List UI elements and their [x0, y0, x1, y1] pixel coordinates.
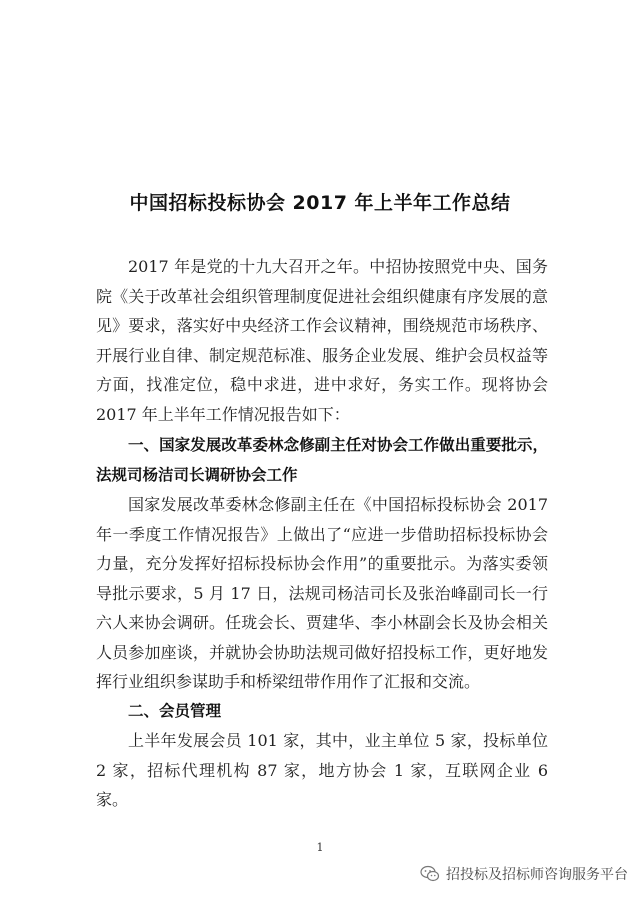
document-title: 中国招标投标协会 2017 年上半年工作总结 — [129, 192, 511, 214]
intro-paragraph: 2017 年是党的十九大召开之年。中招协按照党中央、国务院《关于改革社会组织管理制度促进社会组织健康有序发展的意见》要求，落实好中央经济工作会议精神，围绕规范市场秩序、开展行业自律、制定规范标准、服务企业发展、维护会员权益等方面，找准定位，稳中求进，进中求好，务实工作。现将协会 2017 年上半年工作情况报告如下： — [96, 257, 548, 424]
watermark-label: 招投标及招标师咨询服务平台 — [446, 867, 628, 883]
section-2-heading: 二、会员管理 — [128, 701, 222, 720]
document-body — [96, 252, 548, 815]
section-1-paragraph: 国家发展改革委林念修副主任在《中国招标投标协会 2017 年一季度工作情况报告》上做出了“应进一步借助招标投标协会力量，充分发挥好招标投标协会作用”的重要批示。为落实委领导批示要求，5 月 17 日，法规司杨洁司长及张治峰副司长一行六人来协会调研。任珑会长、贾建华、李小林副会长及协会相关人员参加座谈，并就协会协助法规司做好招投标工作，更好地发挥行业组织参谋助手和桥梁纽带作用作了汇报和交流。 — [96, 495, 548, 691]
watermark — [420, 864, 628, 884]
page-number: 1 — [316, 841, 324, 854]
section-2-paragraph: 上半年发展会员 101 家，其中，业主单位 5 家，投标单位 2 家，招标代理机构 87 家，地方协会 1 家，互联网企业 6 家。 — [96, 731, 548, 809]
section-1-heading: 一、国家发展改革委林念修副主任对协会工作做出重要批示，法规司杨洁司长调研协会工作 — [96, 436, 548, 484]
wechat-icon — [420, 865, 440, 883]
